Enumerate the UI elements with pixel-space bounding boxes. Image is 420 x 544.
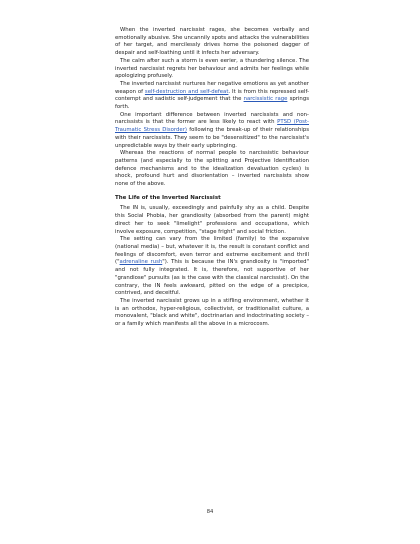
section-heading: The Life of the Inverted Narcissist <box>115 194 221 201</box>
inline-link[interactable]: self-destruction and self-defeat <box>144 88 229 95</box>
paragraph-text: "). This is because the IN's grandiosity is "imported" and not fully integrated. It is, therefore, not supportive of her "grandiose" pursuits (as is the case with the classical narcissist). On the contrary, the IN feels awkward, pitted on the edge of a precipice, contrived, and deceitful. <box>115 259 309 297</box>
paragraph <box>115 58 309 81</box>
inline-link[interactable]: adrenaline rush <box>119 259 163 266</box>
paragraph-text: One important difference between inverted narcissists and non-narcissists is that the former are less likely to react with <box>115 111 309 126</box>
paragraph-text: The inverted narcissist nurtures her negative emotions as yet another weapon of <box>115 80 309 95</box>
paragraph-text: . It is from this repressed self-contempt and sadistic self-judgement that the <box>115 88 310 103</box>
paragraph <box>115 205 309 236</box>
paragraph-text: springs forth. <box>115 96 309 111</box>
paragraph <box>115 298 309 329</box>
paragraph-text: When the inverted narcissist rages, she becomes verbally and emotionally abusive. She uncannily spots and attacks the vulnerabilities of her target, and mercilessly drives home the poisoned dagger of despair and self-loathing until it infects her adversary. <box>115 27 309 57</box>
paragraph-text: The setting can vary from the limited (family) to the expansive (national media) – but, whatever it is, the result is constant conflict and feelings of discomfort, even terror and extreme excitement and thrill (" <box>115 236 309 266</box>
paragraph <box>115 150 309 189</box>
paragraph <box>115 112 309 151</box>
paragraph-text: following the break-up of their relationships with their narcissists. They seem to be "desensitized" to the narcissist's unpredictable ways by their early upbringing. <box>115 127 309 149</box>
paragraph-text: The IN is, usually, exceedingly and painfully shy as a child. Despite this Social Phobia, her grandiosity (absorbed from the parent) might direct her to seek "limelight" professions and occupations, which involve exposure, competition, "stage fright" and social friction. <box>115 205 309 235</box>
paragraph-group-bottom <box>115 205 309 328</box>
inline-link[interactable]: PTSD (Post-Traumatic Stress Disorder) <box>115 119 309 134</box>
paragraph <box>115 236 309 298</box>
paragraph-text: The inverted narcissist grows up in a stifling environment, whether it is an orthodox, hyper-religious, collectivist, or traditionalist culture, a monovalent, "black and white", doctrinarian and indoctrinating society – or a family which manifests all the above in a microcosm. <box>115 297 309 328</box>
body-text <box>115 27 309 329</box>
paragraph <box>115 81 309 112</box>
inline-link[interactable]: narcissistic rage <box>243 96 288 103</box>
page-number: 84 <box>206 509 214 515</box>
paragraph-group-top <box>115 27 309 189</box>
paragraph-text: The calm after such a storm is even eerier, a thundering silence. The inverted narcissist regrets her behaviour and admits her feelings while apologizing profusely. <box>115 57 309 80</box>
paragraph-text: Whereas the reactions of normal people to narcissistic behaviour patterns (and especially to the splitting and Projective Identification defence mechanisms and to the idealization devaluation cycles) is shock, profound hurt and disorientation – inverted narcissists show none of the above. <box>115 150 309 188</box>
paragraph <box>115 27 309 58</box>
